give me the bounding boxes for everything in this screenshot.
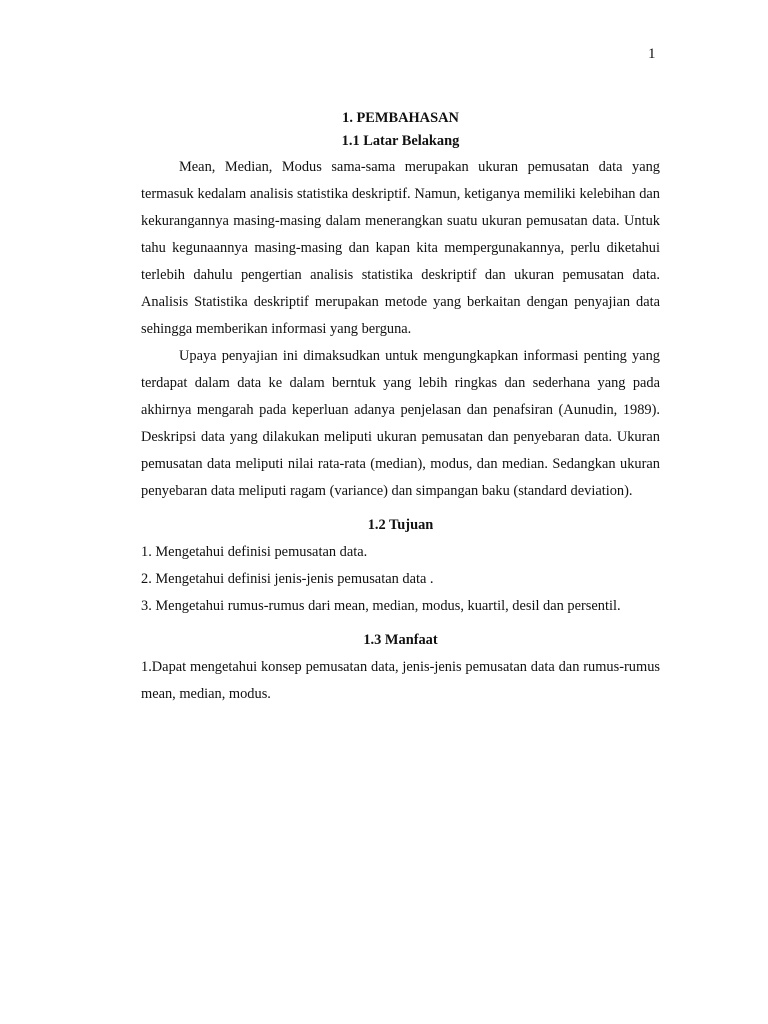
tujuan-item-1: 1. Mengetahui definisi pemusatan data. [141, 544, 368, 560]
tujuan-item-3: 3. Mengetahui rumus-rumus dari mean, median, modus, kuartil, desil dan persentil. [141, 598, 621, 614]
section-heading-latar-belakang: 1.1 Latar Belakang [341, 133, 460, 149]
chapter-title: 1. PEMBAHASAN [342, 110, 459, 126]
tujuan-item-2: 2. Mengetahui definisi jenis-jenis pemusatan data . [141, 571, 434, 587]
page-number: 1 [648, 46, 656, 62]
tujuan-list [141, 539, 660, 620]
latar-belakang-paragraph-1: Mean, Median, Modus sama-sama merupakan ukuran pemusatan data yang termasuk kedalam analisis statistika deskriptif. Namun, ketiganya memiliki kelebihan dan kekurangannya masing-masing dalam menerangkan suatu ukuran pemusatan data. Untuk tahu kegunaannya masing-masing dan kapan kita mempergunakannya, perlu diketahui terlebih dahulu pengertian analisis statistika deskriptif dan ukuran pemusatan data. Analisis Statistika deskriptif merupakan metode yang berkaitan dengan penyajian data sehingga memberikan informasi yang berguna. [141, 159, 660, 337]
manfaat-text: 1.Dapat mengetahui konsep pemusatan data, jenis-jenis pemusatan data dan rumus-rumus mean, median, modus. [141, 659, 660, 702]
document-body [141, 107, 660, 708]
section-heading-manfaat: 1.3 Manfaat [363, 632, 438, 648]
section-heading-tujuan: 1.2 Tujuan [367, 517, 434, 533]
latar-belakang-paragraph-2: Upaya penyajian ini dimaksudkan untuk mengungkapkan informasi penting yang terdapat dalam data ke dalam berntuk yang lebih ringkas dan sederhana yang pada akhirnya mengarah pada keperluan adanya penjelasan dan penafsiran (Aunudin, 1989). Deskripsi data yang dilakukan meliputi ukuran pemusatan dan penyebaran data. Ukuran pemusatan data meliputi nilai rata-rata (median), modus, dan median. Sedangkan ukuran penyebaran data meliputi ragam (variance) dan simpangan baku (standard deviation). [141, 348, 660, 499]
